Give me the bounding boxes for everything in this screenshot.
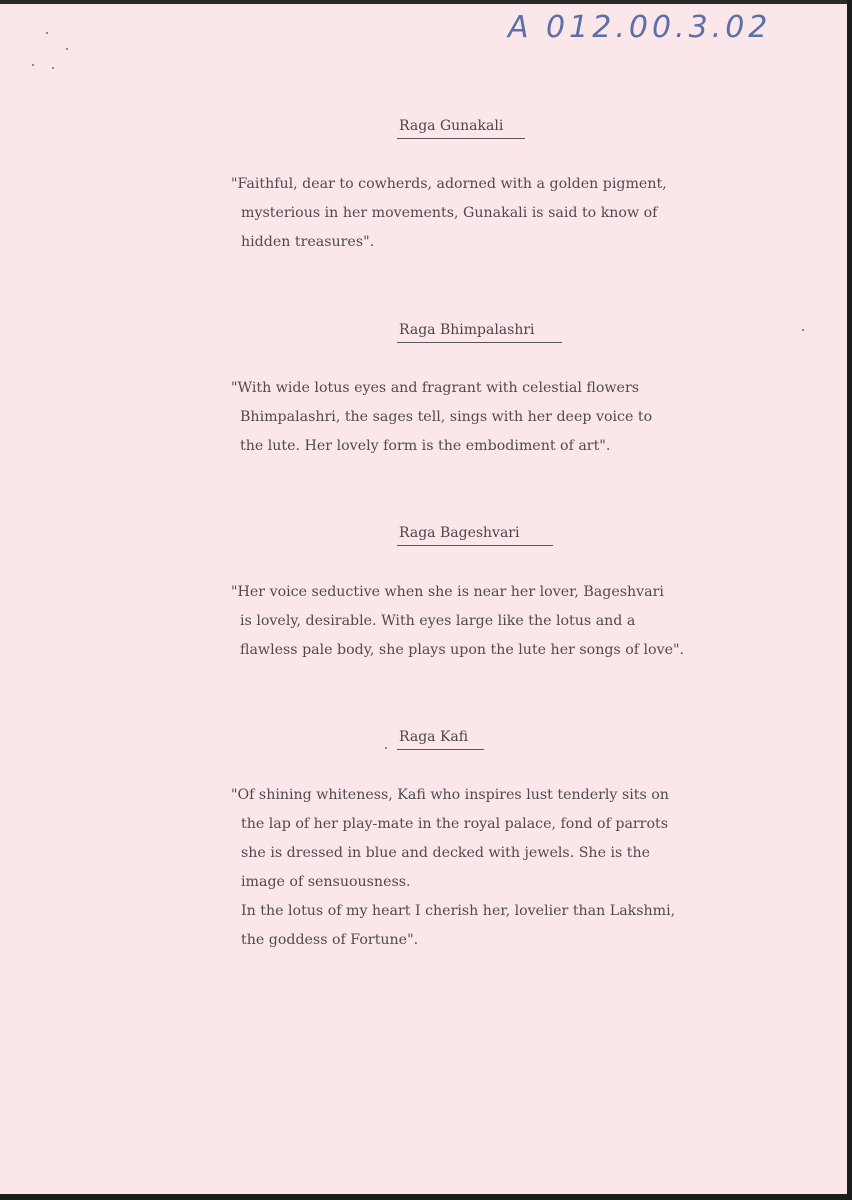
scan-border-right — [847, 0, 852, 1200]
verse-bageshvari — [231, 578, 684, 665]
scan-speck — [32, 64, 34, 66]
verse-line: the lute. Her lovely form is the embodiment of art". — [240, 438, 611, 454]
section-title-bhimpalashri: Raga Bhimpalashri — [399, 322, 535, 338]
section-title-gunakali: Raga Gunakali — [399, 118, 504, 134]
scan-speck — [385, 747, 387, 749]
verse-line: she is dressed in blue and decked with jewels. She is the — [241, 845, 651, 861]
verse-line: "Of shining whiteness, Kafi who inspires lust tenderly sits on — [231, 787, 669, 803]
verse-line: the goddess of Fortune". — [241, 932, 419, 948]
title-underline — [397, 749, 484, 750]
scan-speck — [52, 67, 54, 69]
scan-border-bottom — [0, 1194, 852, 1200]
verse-line: the lap of her play-mate in the royal palace, fond of parrots — [241, 816, 668, 832]
verse-gunakali — [231, 170, 667, 257]
verse-line: In the lotus of my heart I cherish her, lovelier than Lakshmi, — [241, 903, 676, 919]
section-title-kafi: Raga Kafi — [399, 729, 469, 745]
verse-line: image of sensuousness. — [241, 874, 411, 890]
verse-line: "Her voice seductive when she is near her lover, Bageshvari — [231, 584, 664, 600]
scan-speck — [46, 32, 48, 34]
title-underline — [397, 545, 553, 546]
archive-reference-number: A 012.00.3.02 — [508, 10, 772, 45]
verse-kafi — [231, 781, 675, 955]
verse-line: Bhimpalashri, the sages tell, sings with her deep voice to — [240, 409, 653, 425]
verse-line: mysterious in her movements, Gunakali is said to know of — [241, 205, 658, 221]
scan-speck — [66, 48, 68, 50]
verse-bhimpalashri — [231, 374, 652, 461]
document-page — [0, 4, 847, 1194]
verse-line: is lovely, desirable. With eyes large like the lotus and a — [240, 613, 636, 629]
verse-line: "With wide lotus eyes and fragrant with celestial flowers — [231, 380, 640, 396]
scan-speck — [802, 329, 804, 331]
verse-line: hidden treasures". — [241, 234, 375, 250]
title-underline — [397, 138, 525, 139]
section-title-bageshvari: Raga Bageshvari — [399, 525, 520, 541]
verse-line: flawless pale body, she plays upon the lute her songs of love". — [240, 642, 685, 658]
title-underline — [397, 342, 562, 343]
verse-line: "Faithful, dear to cowherds, adorned with a golden pigment, — [231, 176, 667, 192]
